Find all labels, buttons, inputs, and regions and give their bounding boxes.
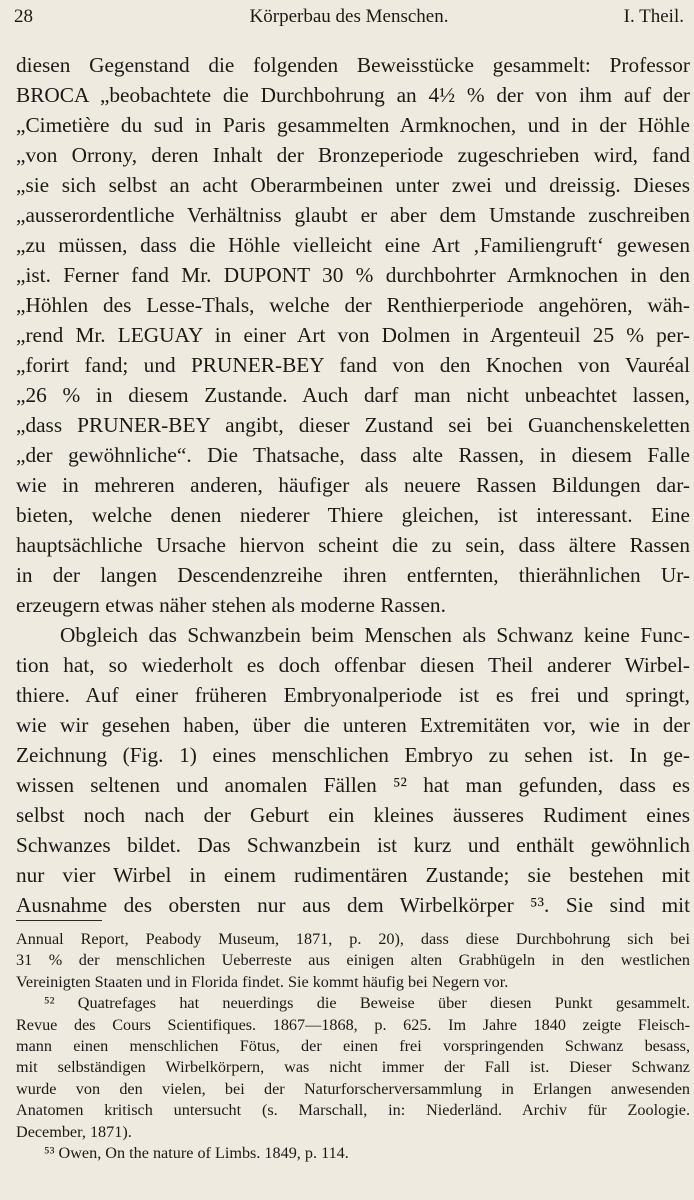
footnote-line: 31 % der menschlichen Ueberreste aus einigen alten Grabhügeln in den westlichen (16, 951, 690, 970)
body-line: „zu müssen, dass die Höhle vielleicht eine Art ‚Familiengruft‘ gewesen (16, 233, 690, 257)
body-line: „dass PRUNER-BEY angibt, dieser Zustand sei bei Guanchenskeletten (16, 413, 690, 437)
body-line: „sie sich selbst an acht Oberarmbeinen unter zwei und dreissig. Dieses (16, 173, 690, 197)
body-line: „Höhlen des Lesse-Thals, welche der Renthierperiode angehören, wäh- (16, 293, 690, 317)
body-line: in der langen Descendenzreihe ihren entfernten, thierähnlichen Ur- (16, 563, 690, 587)
body-line: wissen seltenen und anomalen Fällen ⁵² hat man gefunden, dass es (16, 773, 690, 797)
body-line: erzeugern etwas näher stehen als moderne Rassen. (16, 593, 446, 617)
footnote-line: Vereinigten Staaten und in Florida findet. Sie kommt häufig bei Negern vor. (16, 972, 509, 991)
body-line: Zeichnung (Fig. 1) eines menschlichen Embryo zu sehen ist. In ge- (16, 743, 690, 767)
body-line: wie wir gesehen haben, über die unteren Extremitäten vor, wie in der (16, 713, 690, 737)
page-header (14, 6, 684, 34)
body-line: „Cimetière du sud in Paris gesammelten Armknochen, und in der Höhle (16, 113, 690, 137)
body-line: hauptsächliche Ursache hiervon scheint die zu sein, dass ältere Rassen (16, 533, 690, 557)
footnote-line: mit selbständigen Wirbelkörpern, was nicht immer der Fall ist. Dieser Schwanz (16, 1058, 690, 1077)
running-title: Körperbau des Menschen. (249, 6, 449, 27)
body-line: „ausserordentliche Verhältniss glaubt er aber dem Umstande zuschreiben (16, 203, 690, 227)
body-line: „der gewöhnliche“. Die Thatsache, dass alte Rassen, in diesem Falle (16, 443, 690, 467)
body-line: nur vier Wirbel in einem rudimentären Zustande; sie bestehen mit (16, 863, 690, 887)
page-number: 28 (14, 6, 33, 27)
body-line: wie in mehreren anderen, häufiger als neuere Rassen Bildungen dar- (16, 473, 690, 497)
footnote-line: December, 1871). (16, 1122, 132, 1141)
footnote-line: ⁵³ Owen, On the nature of Limbs. 1849, p. 114. (44, 1143, 349, 1162)
body-line: Obgleich das Schwanzbein beim Menschen als Schwanz keine Func- (60, 623, 690, 647)
footnotes (16, 929, 690, 1164)
body-line: „ist. Ferner fand Mr. DUPONT 30 % durchbohrter Armknochen in den (16, 263, 690, 287)
body-text (16, 50, 690, 920)
footnote-line: Annual Report, Peabody Museum, 1871, p. 20), dass diese Durchbohrung sich bei (16, 930, 690, 948)
body-line: Ausnahme des obersten nur aus dem Wirbelkörper ⁵³. Sie sind mit (16, 893, 690, 917)
body-line: Schwanzes bildet. Das Schwanzbein ist kurz und enthält gewöhnlich (16, 833, 690, 857)
section-label: I. Theil. (623, 6, 684, 27)
footnote-line: Revue des Cours Scientifiques. 1867—1868, p. 625. Im Jahre 1840 zeigte Fleisch- (16, 1015, 690, 1034)
body-line: thiere. Auf einer früheren Embryonalperiode ist es frei und springt, (16, 683, 690, 707)
footnote-line: wurde von den vielen, bei der Naturforscherversammlung in Erlangen anwesenden (16, 1079, 690, 1098)
body-line: diesen Gegenstand die folgenden Beweisstücke gesammelt: Professor (16, 53, 690, 77)
body-line: selbst noch nach der Geburt ein kleines äusseres Rudiment eines (16, 803, 690, 827)
body-line: „von Orrony, deren Inhalt der Bronzeperiode zugeschrieben wird, fand (16, 143, 690, 167)
footnote-line: Anatomen kritisch untersucht (s. Marschall, in: Niederländ. Archiv für Zoologie. (16, 1101, 690, 1120)
footnote-divider (16, 920, 102, 921)
body-line: tion hat, so wiederholt es doch offenbar diesen Theil anderer Wirbel- (16, 653, 690, 677)
body-line: „forirt fand; und PRUNER-BEY fand von den Knochen von Vauréal (16, 353, 690, 377)
body-line: „26 % in diesem Zustande. Auch darf man nicht unbeachtet lassen, (16, 383, 690, 407)
body-line: BROCA „beobachtete die Durchbohrung an 4½ % der von ihm auf der (16, 83, 690, 107)
body-line: „rend Mr. LEGUAY in einer Art von Dolmen in Argenteuil 25 % per- (16, 323, 690, 347)
footnote-line: ⁵² Quatrefages hat neuerdings die Beweise über diesen Punkt gesammelt. (44, 994, 690, 1013)
footnote-line: mann einen menschlichen Fötus, der einen frei vorspringenden Schwanz besass, (16, 1036, 690, 1055)
body-line: bieten, welche denen niederer Thiere gleichen, ist interessant. Eine (16, 503, 690, 527)
